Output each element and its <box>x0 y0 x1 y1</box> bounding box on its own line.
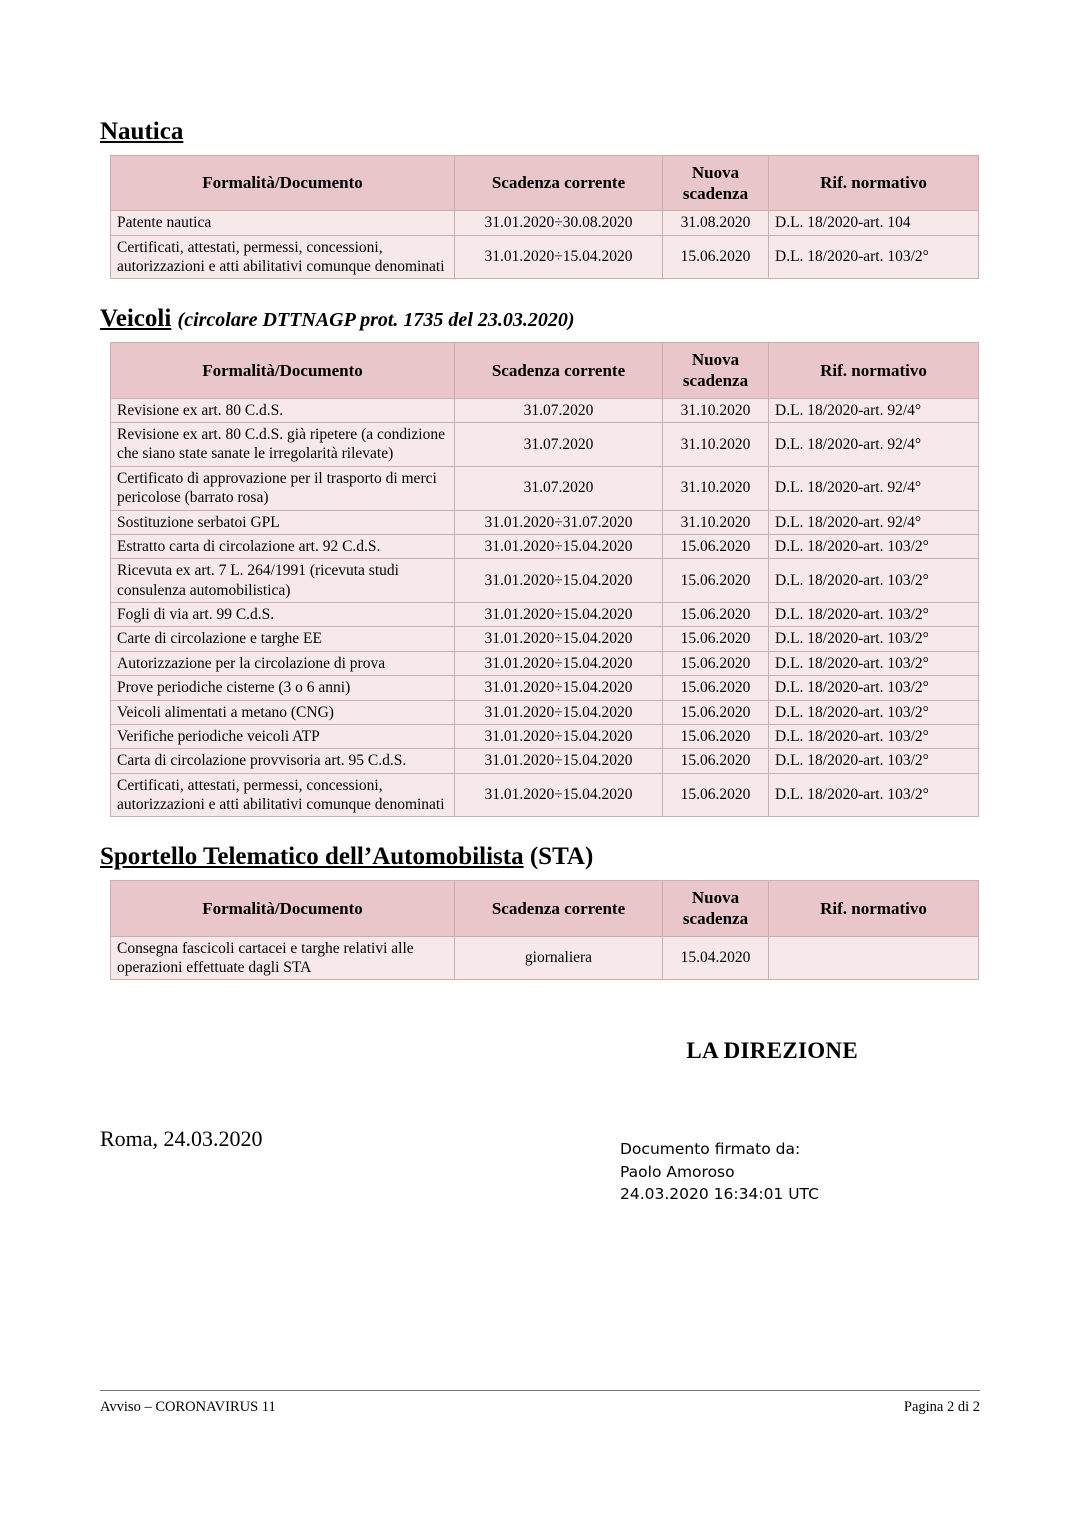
closing-row <box>100 1126 980 1205</box>
cell-scadenza-corrente: 31.01.2020÷15.04.2020 <box>455 749 663 773</box>
table-row <box>111 700 979 724</box>
cell-formalita: Ricevuta ex art. 7 L. 264/1991 (ricevuta studi consulenza automobilistica) <box>111 559 455 603</box>
cell-scadenza-corrente: 31.01.2020÷15.04.2020 <box>455 627 663 651</box>
cell-rif-normativo: D.L. 18/2020-art. 103/2° <box>769 235 979 279</box>
cell-rif-normativo: D.L. 18/2020-art. 103/2° <box>769 773 979 817</box>
cell-formalita: Verifiche periodiche veicoli ATP <box>111 724 455 748</box>
cell-scadenza-corrente: 31.07.2020 <box>455 466 663 510</box>
column-header-scadenza-corrente: Scadenza corrente <box>455 343 663 399</box>
table-row <box>111 466 979 510</box>
table-row <box>111 749 979 773</box>
cell-nuova-scadenza: 15.06.2020 <box>663 773 769 817</box>
cell-nuova-scadenza: 15.06.2020 <box>663 749 769 773</box>
cell-rif-normativo: D.L. 18/2020-art. 103/2° <box>769 559 979 603</box>
cell-nuova-scadenza: 15.06.2020 <box>663 700 769 724</box>
cell-formalita: Certificato di approvazione per il trasporto di merci pericolose (barrato rosa) <box>111 466 455 510</box>
cell-formalita: Carta di circolazione provvisoria art. 95 C.d.S. <box>111 749 455 773</box>
column-header-scadenza-corrente: Scadenza corrente <box>455 881 663 937</box>
table-header-row <box>111 155 979 211</box>
cell-nuova-scadenza: 15.06.2020 <box>663 627 769 651</box>
section-title-sta <box>100 843 980 872</box>
table-row <box>111 603 979 627</box>
table-row <box>111 559 979 603</box>
signature-name: Paolo Amoroso <box>620 1162 735 1181</box>
table-sta <box>110 880 979 980</box>
cell-nuova-scadenza: 15.06.2020 <box>663 651 769 675</box>
cell-formalita: Revisione ex art. 80 C.d.S. già ripetere (a condizione che siano state sanate le irregolarità rilevate) <box>111 423 455 467</box>
table-row <box>111 651 979 675</box>
cell-scadenza-corrente: 31.01.2020÷15.04.2020 <box>455 603 663 627</box>
cell-formalita: Prove periodiche cisterne (3 o 6 anni) <box>111 676 455 700</box>
table-row <box>111 773 979 817</box>
cell-nuova-scadenza: 15.06.2020 <box>663 559 769 603</box>
section-title-sta-text: Sportello Telematico dell’Automobilista <box>100 843 524 871</box>
cell-scadenza-corrente: 31.01.2020÷15.04.2020 <box>455 534 663 558</box>
footer-left-text: Avviso – CORONAVIRUS 11 <box>100 1399 276 1415</box>
cell-rif-normativo: D.L. 18/2020-art. 103/2° <box>769 676 979 700</box>
section-title-nautica-text: Nautica <box>100 118 184 145</box>
cell-scadenza-corrente: 31.01.2020÷15.04.2020 <box>455 235 663 279</box>
table-row <box>111 676 979 700</box>
column-header-formalita: Formalità/Documento <box>111 155 455 211</box>
column-header-scadenza-corrente: Scadenza corrente <box>455 155 663 211</box>
table-header-row <box>111 881 979 937</box>
table-row <box>111 510 979 534</box>
cell-rif-normativo: D.L. 18/2020-art. 104 <box>769 211 979 235</box>
cell-nuova-scadenza: 15.04.2020 <box>663 936 769 980</box>
cell-rif-normativo: D.L. 18/2020-art. 92/4° <box>769 466 979 510</box>
cell-rif-normativo: D.L. 18/2020-art. 103/2° <box>769 603 979 627</box>
section-title-veicoli-text: Veicoli <box>100 305 172 333</box>
document-content <box>100 118 980 1206</box>
cell-nuova-scadenza: 15.06.2020 <box>663 235 769 279</box>
table-row <box>111 627 979 651</box>
table-row <box>111 423 979 467</box>
cell-formalita: Certificati, attestati, permessi, concessioni, autorizzazioni e atti abilitativi comunque denominati <box>111 773 455 817</box>
column-header-nuova-scadenza: Nuova scadenza <box>663 155 769 211</box>
cell-rif-normativo: D.L. 18/2020-art. 103/2° <box>769 749 979 773</box>
cell-rif-normativo: D.L. 18/2020-art. 92/4° <box>769 510 979 534</box>
footer-page-number: Pagina 2 di 2 <box>903 1399 980 1415</box>
cell-nuova-scadenza: 31.10.2020 <box>663 510 769 534</box>
signature-heading: LA DIREZIONE <box>686 1038 858 1064</box>
cell-scadenza-corrente: 31.01.2020÷15.04.2020 <box>455 651 663 675</box>
signature-label: Documento firmato da: <box>620 1140 801 1159</box>
table-row <box>111 936 979 980</box>
cell-formalita: Autorizzazione per la circolazione di prova <box>111 651 455 675</box>
column-header-rif-normativo: Rif. normativo <box>769 155 979 211</box>
cell-nuova-scadenza: 15.06.2020 <box>663 676 769 700</box>
section-title-nautica <box>100 118 980 147</box>
table-row <box>111 534 979 558</box>
cell-scadenza-corrente: 31.07.2020 <box>455 423 663 467</box>
cell-formalita: Carte di circolazione e targhe EE <box>111 627 455 651</box>
cell-rif-normativo: D.L. 18/2020-art. 103/2° <box>769 627 979 651</box>
cell-scadenza-corrente: 31.01.2020÷31.07.2020 <box>455 510 663 534</box>
cell-formalita: Fogli di via art. 99 C.d.S. <box>111 603 455 627</box>
cell-nuova-scadenza: 15.06.2020 <box>663 603 769 627</box>
column-header-nuova-scadenza: Nuova scadenza <box>663 881 769 937</box>
cell-formalita: Veicoli alimentati a metano (CNG) <box>111 700 455 724</box>
cell-scadenza-corrente: 31.01.2020÷15.04.2020 <box>455 724 663 748</box>
cell-nuova-scadenza: 31.08.2020 <box>663 211 769 235</box>
table-row <box>111 398 979 422</box>
cell-formalita: Estratto carta di circolazione art. 92 C.d.S. <box>111 534 455 558</box>
cell-scadenza-corrente: giornaliera <box>455 936 663 980</box>
page-footer <box>100 1390 980 1416</box>
cell-rif-normativo: D.L. 18/2020-art. 103/2° <box>769 651 979 675</box>
signature-timestamp: 24.03.2020 16:34:01 UTC <box>620 1185 819 1204</box>
column-header-rif-normativo: Rif. normativo <box>769 881 979 937</box>
cell-rif-normativo: D.L. 18/2020-art. 103/2° <box>769 724 979 748</box>
cell-formalita: Patente nautica <box>111 211 455 235</box>
cell-rif-normativo <box>769 936 979 980</box>
column-header-nuova-scadenza: Nuova scadenza <box>663 343 769 399</box>
cell-scadenza-corrente: 31.01.2020÷15.04.2020 <box>455 773 663 817</box>
column-header-formalita: Formalità/Documento <box>111 881 455 937</box>
cell-formalita: Revisione ex art. 80 C.d.S. <box>111 398 455 422</box>
cell-nuova-scadenza: 31.10.2020 <box>663 398 769 422</box>
section-title-veicoli <box>100 305 980 334</box>
cell-nuova-scadenza: 31.10.2020 <box>663 423 769 467</box>
table-row <box>111 211 979 235</box>
column-header-formalita: Formalità/Documento <box>111 343 455 399</box>
cell-rif-normativo: D.L. 18/2020-art. 103/2° <box>769 700 979 724</box>
cell-rif-normativo: D.L. 18/2020-art. 92/4° <box>769 398 979 422</box>
section-title-veicoli-note: (circolare DTTNAGP prot. 1735 del 23.03.2020) <box>177 309 575 332</box>
cell-scadenza-corrente: 31.01.2020÷15.04.2020 <box>455 700 663 724</box>
cell-formalita: Sostituzione serbatoi GPL <box>111 510 455 534</box>
cell-nuova-scadenza: 15.06.2020 <box>663 724 769 748</box>
table-veicoli <box>110 342 979 817</box>
table-row <box>111 235 979 279</box>
cell-formalita: Certificati, attestati, permessi, concessioni, autorizzazioni e atti abilitativi comunque denominati <box>111 235 455 279</box>
cell-rif-normativo: D.L. 18/2020-art. 103/2° <box>769 534 979 558</box>
cell-scadenza-corrente: 31.01.2020÷15.04.2020 <box>455 559 663 603</box>
cell-nuova-scadenza: 31.10.2020 <box>663 466 769 510</box>
cell-scadenza-corrente: 31.01.2020÷15.04.2020 <box>455 676 663 700</box>
cell-scadenza-corrente: 31.01.2020÷30.08.2020 <box>455 211 663 235</box>
column-header-rif-normativo: Rif. normativo <box>769 343 979 399</box>
cell-nuova-scadenza: 15.06.2020 <box>663 534 769 558</box>
cell-formalita: Consegna fascicoli cartacei e targhe relativi alle operazioni effettuate dagli STA <box>111 936 455 980</box>
place-date: Roma, 24.03.2020 <box>100 1126 263 1152</box>
table-header-row <box>111 343 979 399</box>
cell-scadenza-corrente: 31.07.2020 <box>455 398 663 422</box>
table-nautica <box>110 155 979 280</box>
digital-signature-block <box>620 1126 819 1205</box>
table-row <box>111 724 979 748</box>
section-title-sta-abbr: (STA) <box>529 843 594 871</box>
cell-rif-normativo: D.L. 18/2020-art. 92/4° <box>769 423 979 467</box>
